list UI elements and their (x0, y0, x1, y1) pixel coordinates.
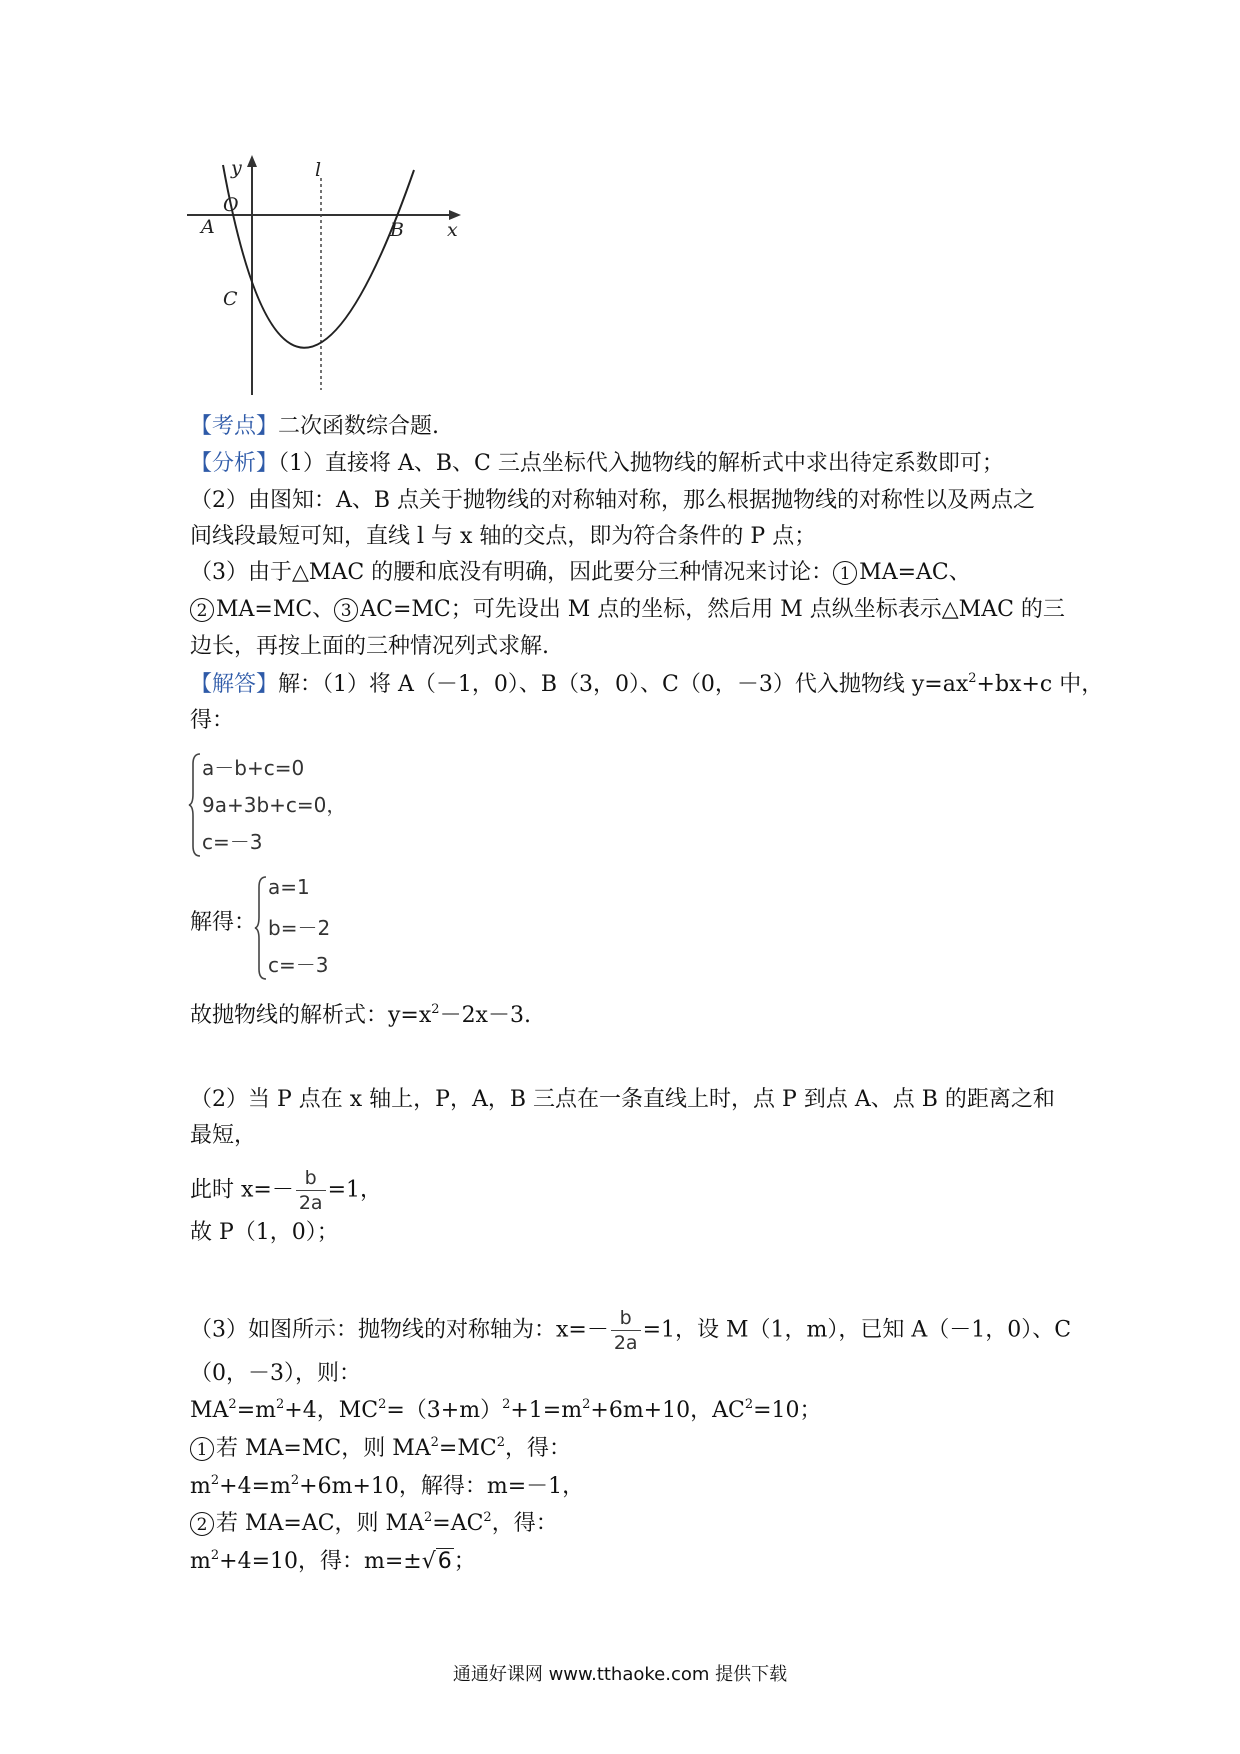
system2-eq-2: b=－2 (268, 916, 331, 940)
fenxi-case-3: AC=MC；可先设出 M 点的坐标，然后用 M 点纵坐标表示△MAC 的三 (360, 597, 1065, 622)
text-seg: +4=10，得：m=± (219, 1549, 422, 1574)
superscript: 2 (431, 1002, 440, 1017)
part3-text-1a: （3）如图所示：抛物线的对称轴为：x=－ (190, 1317, 609, 1343)
text-seg: ； (453, 1549, 476, 1574)
solve-label: 解得： (190, 910, 257, 935)
text-seg: +4=m (219, 1474, 291, 1499)
fraction-numerator: b (296, 1166, 326, 1191)
jieda-line-2: 得： (190, 708, 235, 733)
superscript: 2 (423, 1510, 433, 1525)
part2-line-2: 最短， (190, 1123, 257, 1148)
equation-system-1 (188, 752, 368, 862)
y-axis-arrow-icon (247, 155, 257, 167)
part3-line-2: （0，－3），则： (190, 1361, 361, 1386)
text-seg: MA (190, 1398, 229, 1423)
part2-line-1: （2）当 P 点在 x 轴上，P，A，B 三点在一条直线上时，点 P 到点 A、点 B 的距离之和 (190, 1087, 1055, 1112)
jieda-line-1 (190, 670, 1103, 700)
kaodian-tag: 【考点】 (190, 414, 279, 439)
fenxi-text-4: （3）由于△MAC 的腰和底没有明确，因此要分三种情况来讨论： (190, 560, 834, 585)
part3-case-1 (190, 1434, 571, 1464)
superscript: 2 (228, 1397, 237, 1412)
superscript: 2 (210, 1548, 220, 1563)
label-x: x (447, 219, 458, 241)
system1-eq-1: a－b+c=0 (202, 756, 305, 780)
jieda-tag: 【解答】 (190, 672, 279, 697)
fraction-denominator: 2a (613, 1332, 638, 1354)
text-seg: ，得： (491, 1511, 558, 1536)
circled-number-2: 2 (190, 1512, 214, 1536)
result-text-a: 故抛物线的解析式：y=x (190, 1003, 432, 1028)
superscript: 2 (276, 1397, 285, 1412)
kaodian-text: 二次函数综合题. (278, 414, 440, 439)
part2-text-3a: 此时 x=－ (190, 1177, 294, 1203)
text-seg: +1=m (510, 1398, 583, 1423)
part3-case-1-eq (190, 1472, 584, 1502)
text-seg: m (190, 1549, 211, 1574)
equation-system-2 (254, 875, 374, 985)
label-c: C (223, 288, 238, 310)
fenxi-line-1 (190, 449, 1004, 479)
fraction-denominator: 2a (298, 1192, 323, 1214)
text-seg: =MC (438, 1436, 497, 1461)
text-seg: +4，MC (284, 1398, 379, 1423)
left-brace-icon (254, 875, 268, 981)
part3-line-1 (190, 1306, 1071, 1355)
fenxi-text-1: （1）直接将 A、B、C 三点坐标代入抛物线的解析式中求出待定系数即可； (278, 451, 1004, 476)
system2-eq-3: c=－3 (268, 953, 329, 977)
part3-lengths (190, 1396, 822, 1426)
text-seg: 若 MA=AC，则 MA (216, 1511, 424, 1536)
square-root: √6 (421, 1549, 452, 1574)
jieda-text-1a: 解：（1）将 A（－1，0）、B（3，0）、C（0，－3）代入抛物线 y=ax (278, 672, 969, 697)
part2-line-3 (190, 1166, 382, 1215)
fraction-numerator: b (611, 1306, 641, 1331)
fenxi-line-6: 边长，再按上面的三种情况列式求解. (190, 634, 549, 659)
text-seg: =10； (753, 1398, 822, 1423)
part2-text-3b: =1， (327, 1177, 383, 1203)
label-l: l (315, 159, 322, 181)
kaodian-line (190, 412, 439, 442)
system2-eq-1: a=1 (268, 875, 310, 899)
fraction (611, 1306, 641, 1355)
parabola-result (190, 1001, 531, 1031)
text-seg: +6m+10，AC (590, 1398, 745, 1423)
superscript: 2 (582, 1397, 591, 1412)
fenxi-tag: 【分析】 (190, 451, 279, 476)
superscript: 2 (968, 671, 977, 686)
circled-number-3: 3 (334, 598, 358, 622)
text-seg: m (190, 1474, 211, 1499)
fenxi-line-3: 间线段最短可知，直线 l 与 x 轴的交点，即为符合条件的 P 点； (190, 524, 817, 549)
parabola-figure (185, 150, 475, 405)
superscript: 2 (483, 1510, 492, 1525)
fenxi-case-2: MA=MC、 (216, 597, 335, 622)
radicand: 6 (437, 1549, 452, 1574)
superscript: 2 (502, 1397, 511, 1412)
label-y: y (231, 157, 242, 179)
result-text-b: －2x－3. (439, 1003, 531, 1028)
fenxi-line-5 (190, 595, 1065, 625)
superscript: 2 (744, 1397, 754, 1412)
system1-eq-3: c=－3 (202, 830, 263, 854)
part3-case-2-eq (190, 1547, 476, 1577)
circled-number-2: 2 (190, 598, 214, 622)
text-seg: ，得： (504, 1436, 571, 1461)
jieda-text-1b: +bx+c 中， (976, 672, 1104, 697)
label-a: A (201, 216, 215, 238)
circled-number-1: 1 (190, 1437, 214, 1461)
circled-number-1: 1 (833, 561, 857, 585)
left-brace-icon (188, 752, 202, 858)
text-seg: +6m+10，解得：m=－1， (299, 1474, 585, 1499)
label-o: O (223, 194, 239, 216)
text-seg: =AC (432, 1511, 484, 1536)
superscript: 2 (496, 1435, 505, 1450)
system1-eq-2: 9a+3b+c=0， (202, 793, 347, 817)
fenxi-case-1: MA=AC、 (859, 560, 971, 585)
part3-case-2 (190, 1509, 558, 1539)
fenxi-line-2: （2）由图知：A、B 点关于抛物线的对称轴对称，那么根据抛物线的对称性以及两点之 (190, 488, 1036, 513)
superscript: 2 (290, 1473, 300, 1488)
text-seg: =m (236, 1398, 276, 1423)
superscript: 2 (430, 1435, 439, 1450)
superscript: 2 (378, 1397, 387, 1412)
text-seg: 若 MA=MC，则 MA (216, 1436, 431, 1461)
superscript: 2 (210, 1473, 220, 1488)
part3-text-1b: =1，设 M（1，m），已知 A（－1，0）、C (642, 1317, 1072, 1343)
fraction (296, 1166, 326, 1215)
page-footer: 通通好课网 www.tthaoke.com 提供下载 (452, 1664, 788, 1685)
part2-line-4: 故 P（1，0）； (190, 1220, 339, 1245)
fenxi-line-4 (190, 558, 971, 588)
text-seg: =（3+m） (386, 1398, 503, 1423)
label-b: B (390, 219, 404, 241)
